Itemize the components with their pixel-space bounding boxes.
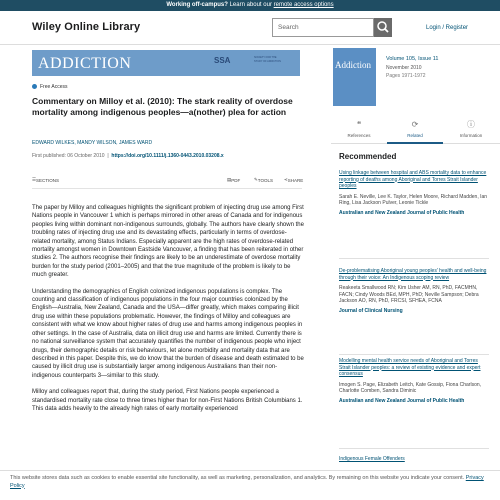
tools-label: TOOLS [257,178,273,183]
wiley-logo[interactable]: Wiley Online Library [32,21,141,33]
recommended-authors: Reakeeta Smallwood RN; Kim Usher AM, RN, PhD, FACMHN, FACN; Cindy Woods BEd, MPH, PhD; Neville Sampson; Debra Jackson AO, RN, PhD, FRCSI, SFHEA, FCNA [339,285,479,304]
cookie-banner [0,470,500,500]
first-published: First published: 06 October 2010 [32,153,105,159]
pdf-label: PDF [231,178,241,183]
sections-button[interactable]: ☰ SECTIONS [32,177,60,183]
search-input[interactable]: Search [272,18,374,37]
journal-banner[interactable] [32,50,300,76]
issue-date: November 2010 [386,65,422,71]
article-toolbar [32,176,302,186]
recommended-journal[interactable]: Australian and New Zealand Journal of Public Health [339,209,465,216]
recommended-title[interactable]: Indigenous Female Offenders [339,456,405,462]
search-icon [374,18,392,37]
recommended-divider [339,448,489,449]
free-access-label: Free Access [40,84,68,90]
tab-references-label: References [347,133,371,138]
share-button[interactable]: ⋖ SHARE [284,177,304,183]
recommended-title[interactable]: Using linkage between hospital and ABS mortality data to enhance reporting of deaths among Aboriginal and Torres Strait Islander peoples [339,170,487,189]
search-button[interactable] [374,18,392,37]
cover-title: Addiction [335,60,371,70]
sidebar-tabs [331,116,500,144]
recommended-item [339,268,489,314]
recommended-divider [339,354,489,355]
cookie-text: This website stores data such as cookies to enable essential site functionality, as well as marketing, personalization, and analytics. By remaining on this website you indicate your consent. [10,475,466,481]
ssa-logo: SSA [214,56,231,65]
sections-label: SECTIONS [36,178,60,183]
tab-information-label: Information [459,133,483,138]
recommended-item [339,456,489,463]
article-title: Commentary on Milloy et al. (2010): The stark reality of overdose mortality among indigenous peoples—a(nother) plea for action [32,96,293,117]
off-campus-bar [0,0,500,11]
page-range: Pages 1971-1972 [386,73,426,79]
tab-references[interactable] [331,116,387,144]
paragraph-3: Milloy and colleagues report that, during the study period, First Nations people experienced a standardised mortality rate close to three times higher than for non-First Nations British Columbians 1. This data adds heavily to the already high rates of early mortality experienced [32,389,303,412]
recommended-title[interactable]: Modelling mental health service needs of Aboriginal and Torres Strait Islander peoples: a review of existing evidence and expert consensus [339,358,481,377]
remote-access-link[interactable]: remote access options [273,2,334,8]
journal-cover[interactable] [333,48,376,106]
information-icon: ⓘ [467,120,475,129]
journal-title: ADDICTION [38,55,132,72]
tab-related-label: Related [407,133,423,138]
off-campus-text: Learn about our [227,2,274,8]
toolbar-divider [32,188,302,189]
recommended-authors: Sarah E. Neville, Lee K. Taylor, Helen Moore, Richard Madden, Ian Ring, Lisa Jackson Pulver, Leonie Tickle [339,193,488,206]
paragraph-2: Understanding the demographics of English colonized indigenous populations is complex. The counting and classification of indigenous populations in the four major countries colonized by the English—Australia, New Zealand, Canada and the USA—differ greatly, which makes comparing illicit drug use within these populations problematic. However, the findings of Milloy and colleagues are consistent with what we know about higher rates of drug use and harms among indigenous peoples in other settings. In the case of Australia, data on illicit drug use and harms are limited. Currently there is no national surveillance system that accurately quantifies the number of indigenous people who inject drugs, their demographic details or risk behaviours, let alone morbidity and mortality data that are described in this paper. Despite this, we do know that the burden of disease and death estimated to be caused by illicit drug use is substantially larger among indigenous Australians than their non-indigenous counterparts 3—similar to this study. [32,288,304,379]
tab-related[interactable] [387,116,443,144]
volume-issue-link[interactable]: Volume 105, Issue 11 [386,56,439,62]
recommended-item [339,358,489,404]
recommended-authors: Imogen S. Page, Elizabeth Leitch, Kate Gossip, Fiona Charlson, Charlotte Comben, Sandra Diminic [339,381,482,394]
off-campus-label: Working off-campus? [166,2,228,8]
author-list[interactable]: EDWARD WILKES, MANDY WILSON, JAMES WARD [32,140,153,146]
pdf-button[interactable]: ▤ PDF [227,177,241,183]
recommended-divider [339,258,489,259]
privacy-policy-link[interactable]: Privacy Policy [10,475,484,489]
recommended-item [339,170,489,216]
site-header [0,11,500,45]
login-register-link[interactable]: Login / Register [426,25,469,31]
references-icon: ❝ [356,120,362,129]
recommended-journal[interactable]: Australian and New Zealand Journal of Public Health [339,397,465,404]
tab-information[interactable] [443,116,499,144]
publication-info: First published: 06 October 2010 | https://doi.org/10.1111/j.1360-0443.2010.03208.x [32,153,224,159]
open-access-icon [32,84,37,89]
ssa-logo-subtitle: SOCIETY FOR THE STUDY OF ADDICTION [254,56,281,63]
paragraph-1: The paper by Milloy and colleagues highlights the significant problem of injecting drug use among First Nations people in Vancouver 1 which is perhaps mirrored in other areas of Canada and for indigenous peoples living within dominant non-indigenous surrounds, globally. The authors have clearly shown the troubling rates of injecting drug use and its devastating effects, particularly in terms of overdose-related mortality, among Status Indians. Especially apparent are the high rates of overdose-related mortality amongst women in Downtown Eastside Vancouver, a finding that has been reiterated in other studies 2. The authors recognise their findings are likely to be an underestimate of overdose mortality burden for the study period (2001–2005) and that the true magnitude of the problem is likely to be much greater. [32,205,304,279]
recommended-title[interactable]: De-problematising Aboriginal young peoples' health and well-being through their voice: An Indigenous scoping review [339,268,487,281]
recommended-heading: Recommended [339,152,397,161]
tools-button[interactable]: ✎ TOOLS [254,177,273,183]
article-body [32,204,304,421]
share-label: SHARE [287,178,304,183]
doi-link[interactable]: https://doi.org/10.1111/j.1360-0443.2010.03208.x [111,153,224,159]
recommended-journal[interactable]: Journal of Clinical Nursing [339,307,403,314]
free-access-badge [32,84,68,90]
related-icon: ⟳ [411,120,419,129]
